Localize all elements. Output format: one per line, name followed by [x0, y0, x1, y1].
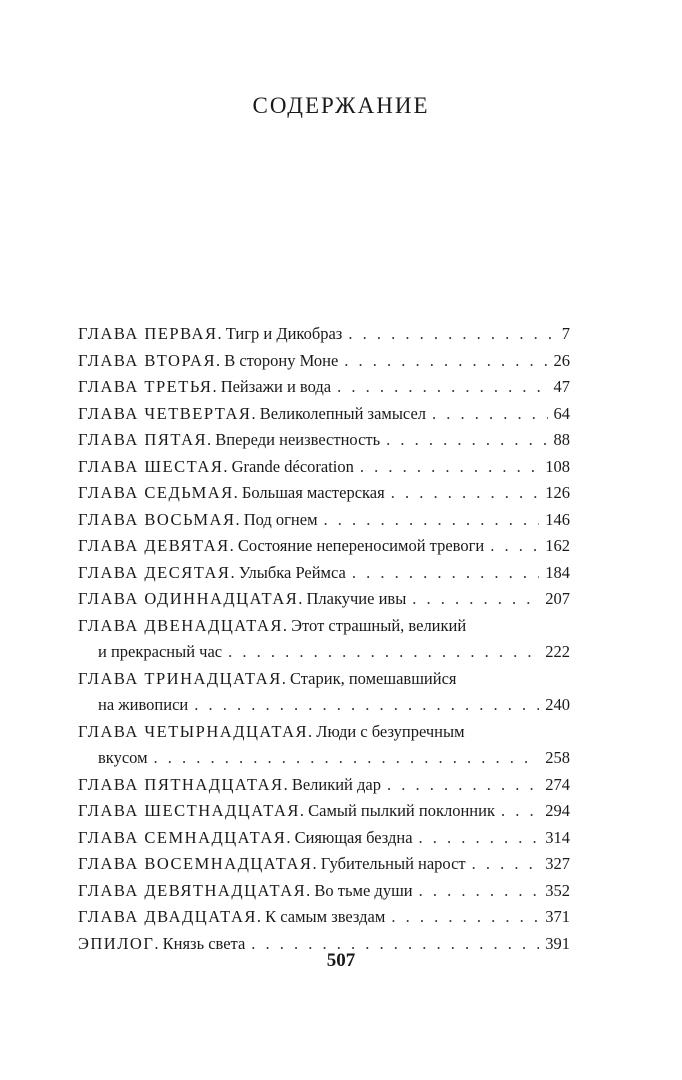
chapter-title: Плакучие ивы [306, 589, 407, 608]
chapter-title: Великий дар [291, 774, 381, 794]
page-number: 222 [545, 642, 570, 661]
toc-entry: ГЛАВА ДВАДЦАТАЯ. К самым звездам . . . 371 [78, 904, 570, 931]
chapter-label: ГЛАВА ПЯТАЯ [78, 430, 208, 449]
toc-entry: ГЛАВА ПЯТАЯ. Впереди неизвестность . . . 88 [78, 427, 570, 454]
chapter-title: Великолепный замысел [259, 403, 427, 423]
toc-entry: ЭПИЛОГ. Князь света . . . 391 [78, 931, 570, 958]
page-number: 294 [545, 801, 570, 820]
page-number: 352 [545, 880, 570, 900]
chapter-label: ГЛАВА ПЕРВАЯ [78, 324, 218, 343]
chapter-title: Пейзажи и вода [220, 377, 332, 396]
page-number: 88 [553, 430, 570, 449]
toc-entry: ГЛАВА ЧЕТВЕРТАЯ. Великолепный замысел . . . 64 [78, 401, 570, 428]
page-number: 126 [545, 483, 570, 502]
page-number: 327 [545, 854, 570, 873]
page-number: 146 [545, 509, 570, 529]
chapter-label: ГЛАВА ВОСЬМАЯ [78, 509, 236, 529]
page-number: 108 [545, 456, 570, 476]
chapter-title: Состояние непереносимой тревоги [237, 536, 485, 555]
toc-entry: ГЛАВА ДВЕНАДЦАТАЯ. Этот страшный, великий и прекрасный час . . . 222 [78, 613, 570, 666]
page-number: 207 [545, 589, 570, 608]
chapter-title: Во тьме души [314, 880, 413, 900]
toc-entry: ГЛАВА ЧЕТЫРНАДЦАТАЯ. Люди с безупречным вкусом . . . 258 [78, 719, 570, 772]
toc-entry: ГЛАВА ДЕВЯТНАДЦАТАЯ. Во тьме души . . . 352 [78, 878, 570, 905]
chapter-title: Улыбка Реймса [238, 562, 346, 582]
chapter-label: ГЛАВА ШЕСТНАДЦАТАЯ [78, 801, 300, 820]
chapter-title: Князь света [162, 933, 246, 953]
page-number: 7 [561, 324, 570, 343]
page-number: 391 [545, 933, 570, 953]
page-number: 64 [553, 403, 570, 423]
chapter-title: Под огнем [243, 509, 318, 529]
page-number: 26 [553, 350, 570, 370]
chapter-title: Большая мастерская [241, 483, 385, 502]
chapter-label: ГЛАВА ОДИННАДЦАТАЯ [78, 589, 299, 608]
toc-entry: ГЛАВА ТРИНАДЦАТАЯ. Старик, помешавшийся на живописи . . . 240 [78, 666, 570, 719]
chapter-label: ГЛАВА ВОСЕМНАДЦАТАЯ [78, 854, 313, 873]
toc-entry: ГЛАВА СЕМНАДЦАТАЯ. Сияющая бездна . . . 314 [78, 825, 570, 852]
chapter-title: Тигр и Дикобраз [225, 324, 343, 343]
chapter-title: Люди с безупречным [316, 721, 465, 741]
chapter-title: Grande décoration [231, 456, 354, 476]
chapter-title: Самый пылкий поклонник [308, 801, 495, 820]
toc-entry: ГЛАВА ШЕСТАЯ. Grande décoration . . . 108 [78, 454, 570, 481]
page-number: 274 [545, 774, 570, 794]
chapter-title-continued: и прекрасный час [98, 642, 223, 661]
page-number: 184 [545, 562, 570, 582]
chapter-title: Старик, помешавшийся [289, 668, 457, 688]
chapter-label: ГЛАВА ШЕСТАЯ [78, 456, 224, 476]
page-number: 258 [545, 748, 570, 767]
toc-entry: ГЛАВА ОДИННАДЦАТАЯ. Плакучие ивы . . . 207 [78, 586, 570, 613]
toc-entry: ГЛАВА ПЕРВАЯ. Тигр и Дикобраз . . . 7 [78, 321, 570, 348]
toc-entry: ГЛАВА СЕДЬМАЯ. Большая мастерская . . . 126 [78, 480, 570, 507]
chapter-title: Этот страшный, великий [291, 615, 467, 635]
toc-entry: ГЛАВА ВОСЬМАЯ. Под огнем . . . 146 [78, 507, 570, 534]
page-title: СОДЕРЖАНИЕ [252, 93, 430, 118]
chapter-label: ГЛАВА ПЯТНАДЦАТАЯ [78, 774, 284, 794]
page-number: 240 [545, 695, 570, 714]
chapter-label: ГЛАВА ЧЕТВЕРТАЯ [78, 403, 252, 423]
page-number: 314 [545, 827, 570, 847]
chapter-label: ГЛАВА ДВЕНАДЦАТАЯ [78, 615, 283, 635]
chapter-label: ГЛАВА ДЕСЯТАЯ [78, 562, 231, 582]
toc-entry: ГЛАВА ПЯТНАДЦАТАЯ. Великий дар . . . 274 [78, 772, 570, 799]
chapter-label: ГЛАВА ДВАДЦАТАЯ [78, 907, 257, 926]
table-of-contents [78, 321, 570, 957]
chapter-title-continued: на живописи [98, 695, 189, 714]
chapter-title: Впереди неизвестность [215, 430, 381, 449]
chapter-label: ГЛАВА ДЕВЯТНАДЦАТАЯ [78, 880, 307, 900]
chapter-label: ГЛАВА ДЕВЯТАЯ [78, 536, 230, 555]
chapter-label: ГЛАВА ЧЕТЫРНАДЦАТАЯ [78, 721, 309, 741]
chapter-label: ГЛАВА ВТОРАЯ [78, 350, 216, 370]
chapter-title: В сторону Моне [224, 350, 339, 370]
chapter-title: Сияющая бездна [294, 827, 413, 847]
toc-entry: ГЛАВА ШЕСТНАДЦАТАЯ. Самый пылкий поклонник . . . 294 [78, 798, 570, 825]
toc-entry: ГЛАВА ДЕВЯТАЯ. Состояние непереносимой тревоги . . . 162 [78, 533, 570, 560]
toc-entry: ГЛАВА ДЕСЯТАЯ. Улыбка Реймса . . . 184 [78, 560, 570, 587]
toc-entry: ГЛАВА ТРЕТЬЯ. Пейзажи и вода . . . 47 [78, 374, 570, 401]
chapter-title: Губительный нарост [320, 854, 466, 873]
chapter-title-continued: вкусом [98, 748, 148, 767]
folio-page-number: 507 [326, 950, 356, 971]
chapter-label: ГЛАВА ТРЕТЬЯ [78, 377, 213, 396]
chapter-label: ГЛАВА СЕМНАДЦАТАЯ [78, 827, 287, 847]
chapter-title: К самым звездам [265, 907, 386, 926]
chapter-label: ЭПИЛОГ [78, 933, 155, 953]
page-number: 371 [545, 907, 570, 926]
page-number: 162 [545, 536, 570, 555]
page-number: 47 [553, 377, 570, 396]
toc-entry: ГЛАВА ВТОРАЯ. В сторону Моне . . . 26 [78, 348, 570, 375]
toc-entry: ГЛАВА ВОСЕМНАДЦАТАЯ. Губительный нарост . . . 327 [78, 851, 570, 878]
chapter-label: ГЛАВА ТРИНАДЦАТАЯ [78, 668, 282, 688]
chapter-label: ГЛАВА СЕДЬМАЯ [78, 483, 234, 502]
